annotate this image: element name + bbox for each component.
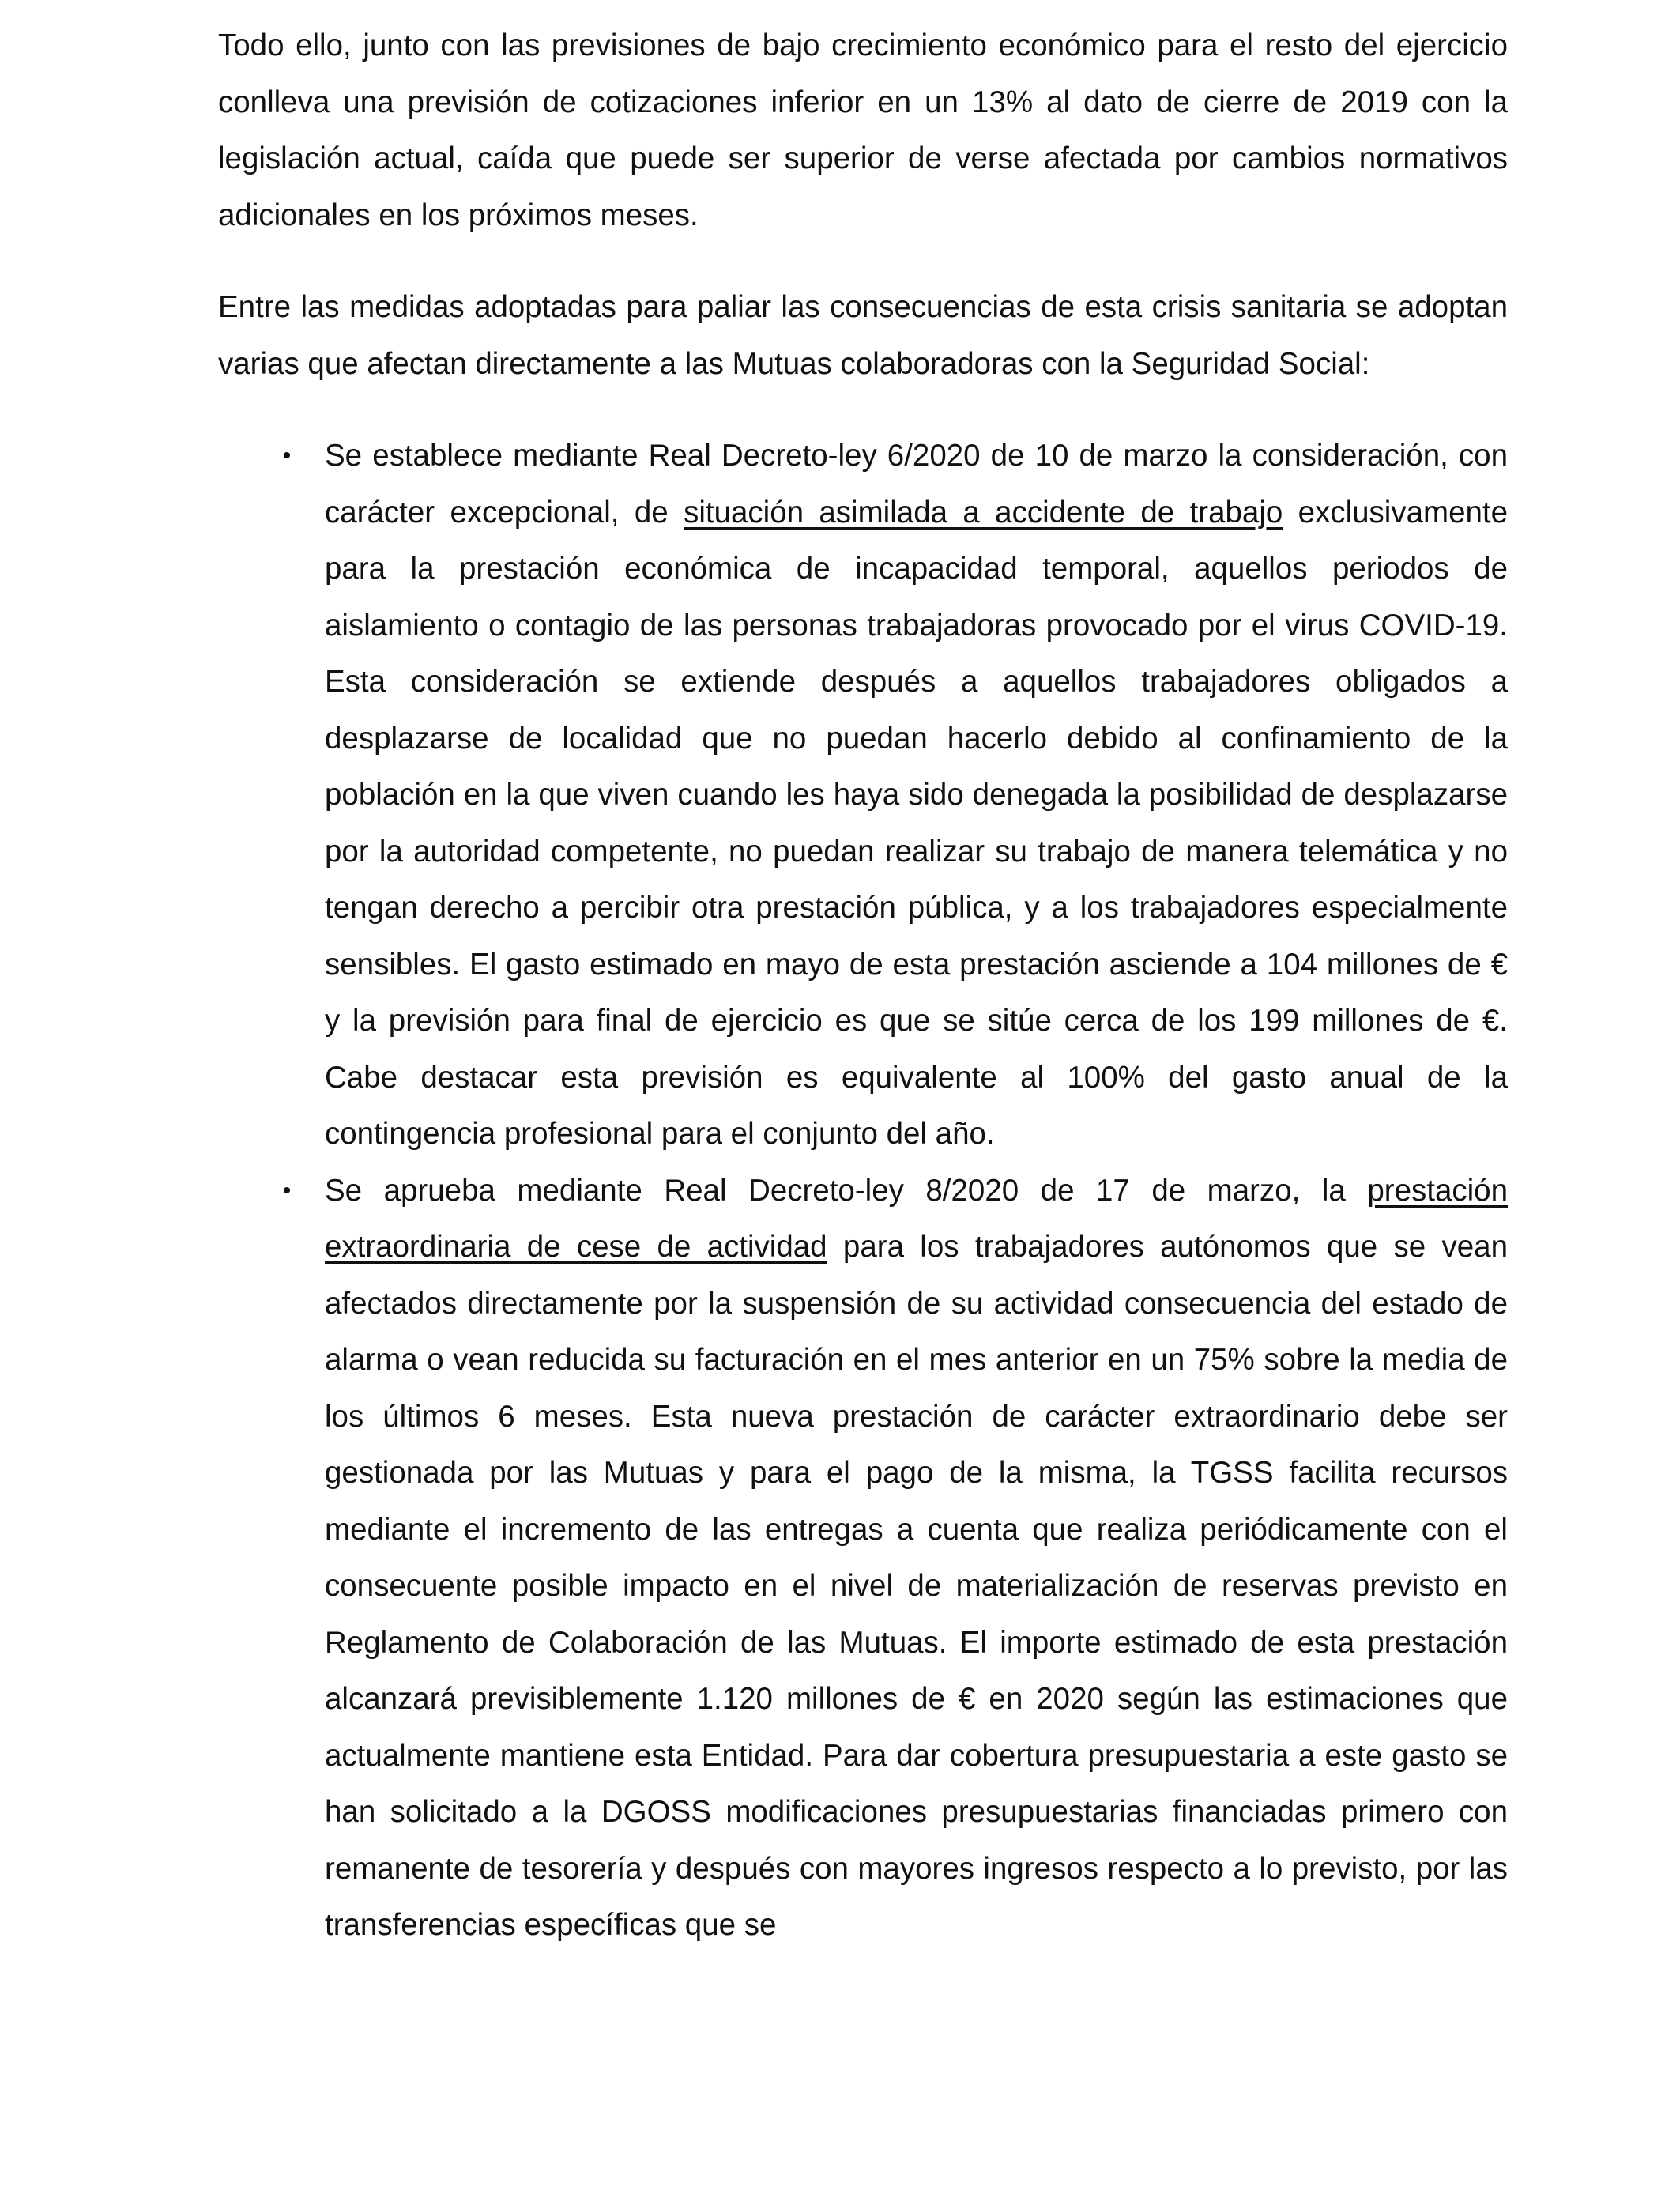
list-item-text-before: Se aprueba mediante Real Decreto-ley 8/2020 de 17 de marzo, la [325, 1173, 1368, 1208]
list-item-it-covid [218, 428, 1508, 1163]
underlined-term: prestación extraordinaria de cese de actividad [325, 1173, 1508, 1264]
list-item-cese-actividad [218, 1163, 1508, 1954]
underlined-term: situación asimilada a accidente de trabajo [684, 495, 1283, 530]
bullet-icon: • [282, 1177, 292, 1204]
list-item-text-before: Se establece mediante Real Decreto-ley 6/2020 de 10 de marzo la consideración, con carácter excepcional, de [325, 439, 1508, 530]
list-item-text-after: para los trabajadores autónomos que se vean afectados directamente por la suspensión de su actividad consecuencia del estado de alarma o vean reducida su facturación en el mes anterior en un 75% sobre la media de los últimos 6 meses. Esta nueva prestación de carácter extraordinario debe ser gestionada por las Mutuas y para el pago de la misma, la TGSS facilita recursos mediante el incremento de las entregas a cuenta que realiza periódicamente con el consecuente posible impacto en el nivel de materialización de reservas previsto en Reglamento de Colaboración de las Mutuas. El importe estimado de esta prestación alcanzará previsiblemente 1.120 millones de € en 2020 según las estimaciones que actualmente mantiene esta Entidad. Para dar cobertura presupuestaria a este gasto se han solicitado a la DGOSS modificaciones presupuestarias financiadas primero con remanente de tesorería y después con mayores ingresos respecto a lo previsto, por las transferencias específicas que se [325, 1230, 1509, 1942]
bullet-icon: • [282, 443, 292, 469]
document-page [218, 17, 1508, 1954]
list-item-text-after: exclusivamente para la prestación económica de incapacidad temporal, aquellos periodos de aislamiento o contagio de las personas trabajadoras provocado por el virus COVID-19. Esta consideración se extiende después a aquellos trabajadores obligados a desplazarse de localidad que no puedan hacerlo debido al confinamiento de la población en la que viven cuando les haya sido denegada la posibilidad de desplazarse por la autoridad competente, no puedan realizar su trabajo de manera telemática y no tengan derecho a percibir otra prestación pública, y a los trabajadores especialmente sensibles. El gasto estimado en mayo de esta prestación asciende a 104 millones de € y la previsión para final de ejercicio es que se sitúe cerca de los 199 millones de €. Cabe destacar esta previsión es equivalente al 100% del gasto anual de la contingencia profesional para el conjunto del año. [325, 495, 1509, 1151]
paragraph-cotizaciones: Todo ello, junto con las previsiones de bajo crecimiento económico para el resto del ejercicio conlleva una previsión de cotizaciones inferior en un 13% al dato de cierre de 2019 con la legislación actual, caída que puede ser superior de verse afectada por cambios normativos adicionales en los próximos meses. [218, 28, 1508, 232]
measures-list [218, 428, 1508, 1954]
paragraph-medidas: Entre las medidas adoptadas para paliar las consecuencias de esta crisis sanitaria se adoptan varias que afectan directamente a las Mutuas colaboradoras con la Seguridad Social: [218, 290, 1508, 381]
